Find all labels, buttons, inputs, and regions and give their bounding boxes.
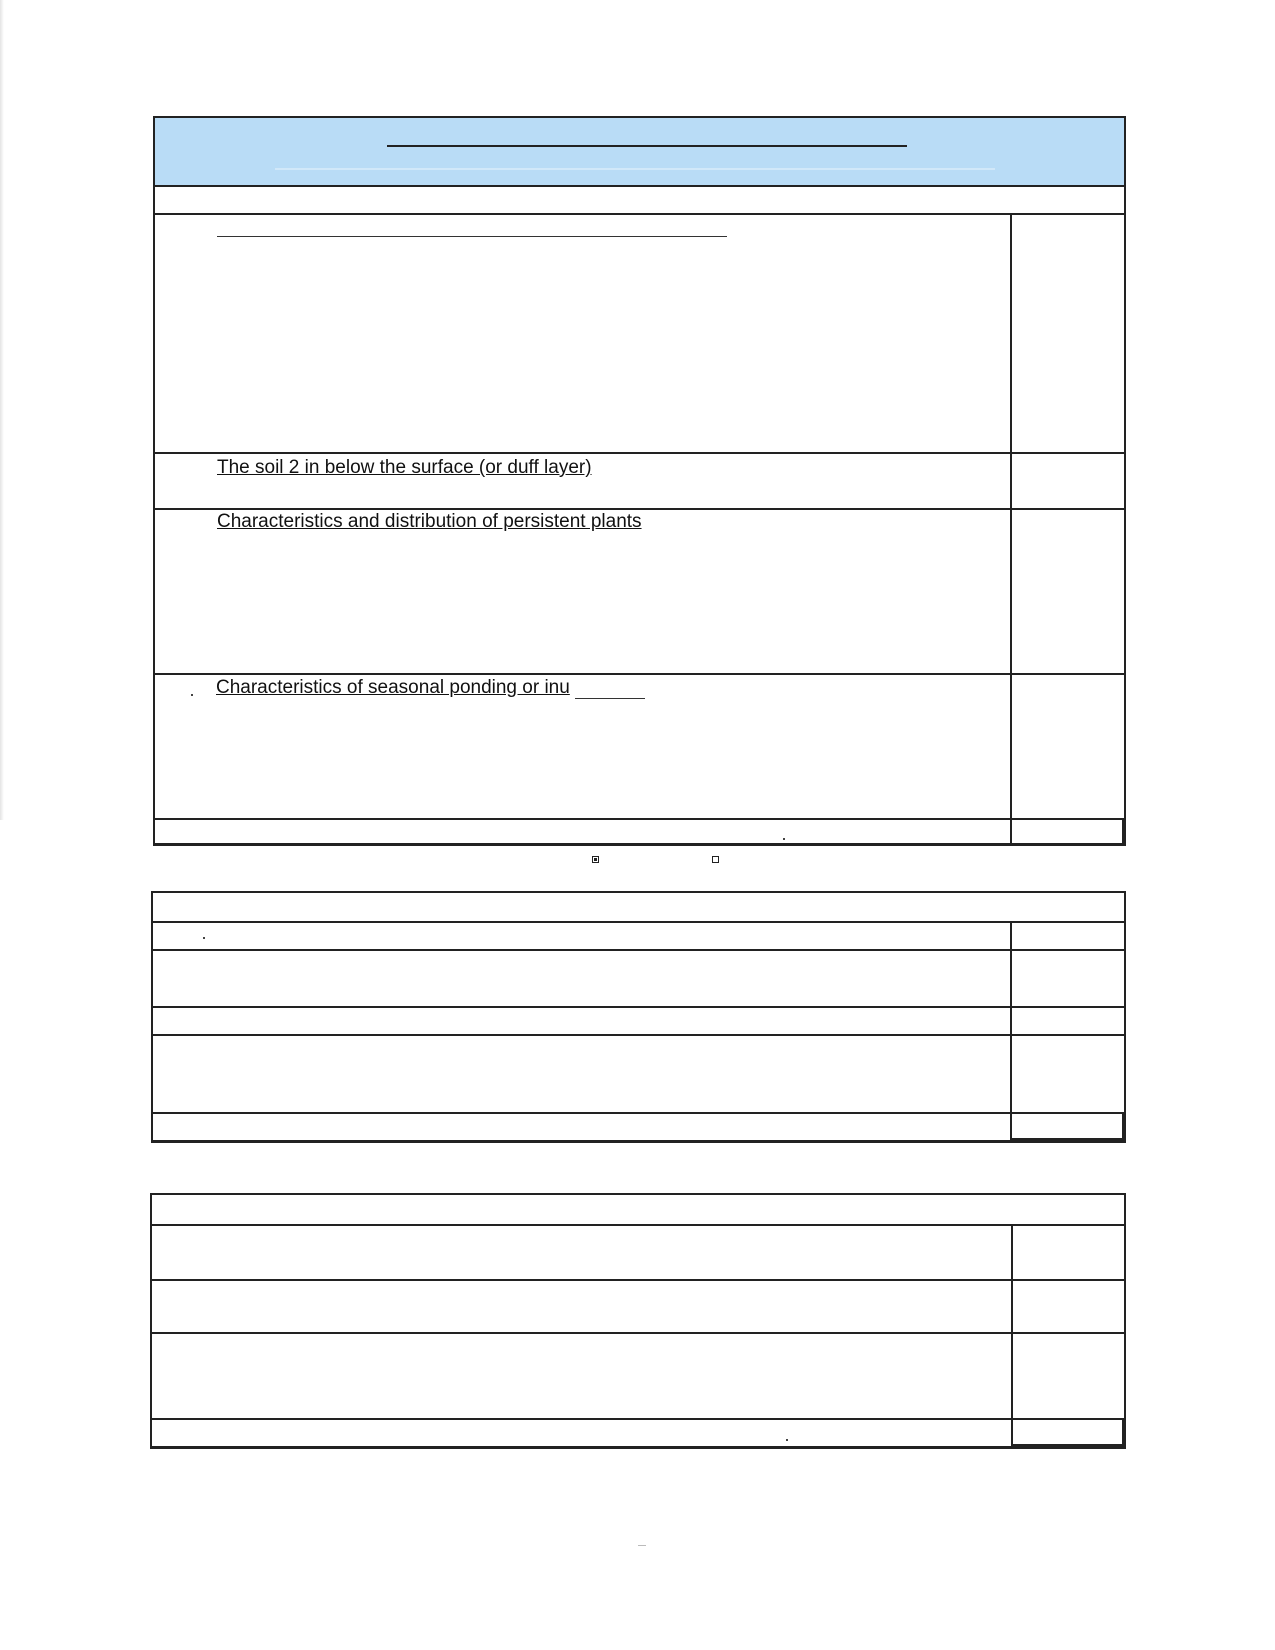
form2-score-divider <box>1010 921 1012 1140</box>
form3-row-divider-1 <box>152 1279 1124 1281</box>
header-title-underline <box>387 145 907 147</box>
soil-section-label: The soil 2 in below the surface (or duff layer) <box>217 457 592 478</box>
bullet-dot <box>191 694 193 696</box>
row-divider-2 <box>155 508 1124 510</box>
form3-header-divider <box>152 1224 1124 1226</box>
row-divider-3 <box>155 673 1124 675</box>
form2-header-divider <box>153 921 1124 923</box>
scan-speck <box>203 937 205 939</box>
subheader-divider <box>155 213 1124 215</box>
form3-row-divider-3 <box>152 1418 1124 1420</box>
rating-form-3 <box>150 1193 1126 1449</box>
scan-speck <box>783 838 785 840</box>
scan-speck <box>786 1439 788 1441</box>
header-faint-text <box>275 168 995 170</box>
plants-section-label: Characteristics and distribution of persistent plants <box>217 511 642 532</box>
row-divider-1 <box>155 452 1124 454</box>
page-footer-mark <box>638 1545 646 1546</box>
form3-score-divider <box>1011 1224 1013 1446</box>
form-header-bar <box>155 118 1124 187</box>
scan-edge-shadow <box>0 0 4 820</box>
ponding-blank-line <box>575 698 645 699</box>
form2-row-divider-3 <box>153 1034 1124 1036</box>
score-column-divider <box>1010 213 1012 846</box>
form3-total-score-box[interactable] <box>1011 1418 1124 1446</box>
form2-row-divider-1 <box>153 949 1124 951</box>
total-score-box[interactable] <box>1010 818 1124 846</box>
option-checkbox-2[interactable] <box>712 856 719 863</box>
form2-row-divider-2 <box>153 1006 1124 1008</box>
row-divider-4 <box>155 818 1124 820</box>
form2-total-score-box[interactable] <box>1010 1112 1124 1140</box>
rating-form-1 <box>153 116 1126 846</box>
section-1-blank-line <box>217 236 727 237</box>
option-checkbox-1[interactable] <box>592 856 599 863</box>
rating-form-2 <box>151 891 1126 1143</box>
form2-row-divider-4 <box>153 1112 1124 1114</box>
ponding-section-label: Characteristics of seasonal ponding or inu <box>216 677 570 698</box>
form3-row-divider-2 <box>152 1332 1124 1334</box>
